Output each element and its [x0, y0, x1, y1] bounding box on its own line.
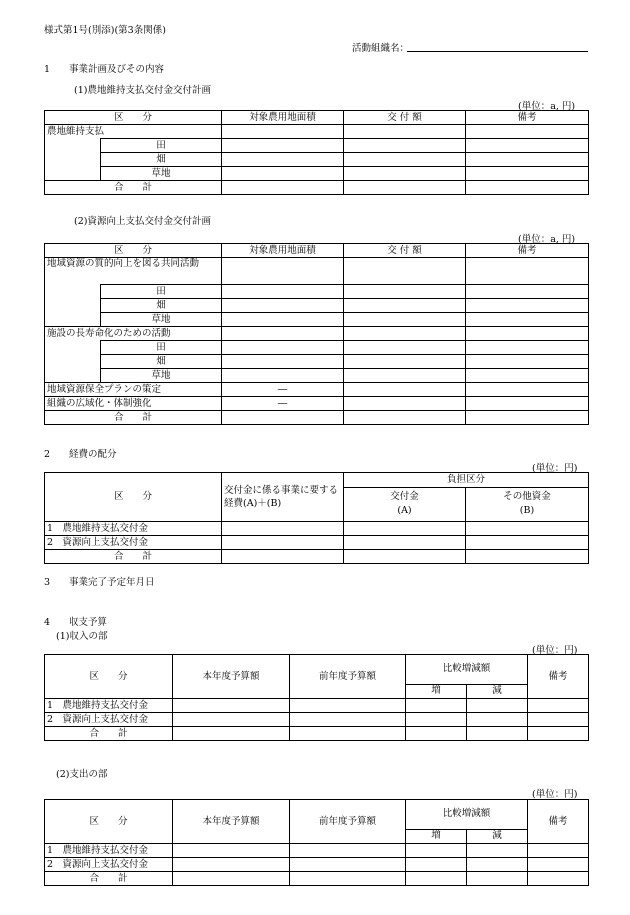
expense-budget-table	[44, 799, 589, 886]
row-conservation-plan: 地域資源保全プランの策定	[45, 383, 222, 397]
row-grassland: 草地	[101, 369, 222, 383]
row-upland-field: 畑	[101, 355, 222, 369]
col-decrease: 減	[467, 684, 528, 698]
col-prev-year: 前年度予算額	[290, 800, 406, 844]
row-total: 合 計	[45, 727, 173, 741]
category-joint-activity: 地域資源の質的向上を図る共同活動	[45, 258, 222, 285]
col-kubun: 区 分	[45, 473, 222, 522]
resource-improvement-table	[44, 243, 589, 425]
row-rice-paddy: 田	[101, 341, 222, 355]
col-increase: 増	[406, 684, 467, 698]
org-name-label: 活動組織名：	[352, 43, 410, 54]
dash-mark: ―	[222, 397, 344, 411]
category-facility-longevity: 施設の長寿命化のための活動	[45, 327, 222, 341]
row-resource-subsidy: 2 資源向上支払交付金	[45, 858, 173, 872]
row-total: 合 計	[45, 411, 222, 425]
col-kubun: 区 分	[45, 800, 173, 844]
col-this-year: 本年度予算額	[173, 800, 290, 844]
row-total: 合 計	[45, 181, 222, 195]
row-resource-subsidy: 2 資源向上支払交付金	[45, 536, 222, 550]
row-upland-field: 畑	[101, 299, 222, 313]
unit-label-4: (単位：円)	[532, 645, 578, 656]
row-grassland: 草地	[101, 167, 222, 181]
section-1-sub2-title: (2)資源向上支払交付金交付計画	[74, 216, 211, 227]
row-farmland-subsidy: 1 農地維持支払交付金	[45, 699, 173, 713]
form-number: 様式第1号(別添)(第3条関係)	[44, 25, 166, 36]
row-resource-subsidy: 2 資源向上支払交付金	[45, 713, 173, 727]
section-3-title: 3 事業完了予定年月日	[44, 577, 155, 588]
category-label: 農地維持支払	[45, 125, 222, 139]
col-area: 対象農用地面積	[222, 244, 344, 258]
col-cost: 交付金に係る事業に要する経費(A)＋(B)	[222, 473, 344, 522]
row-farmland-subsidy: 1 農地維持支払交付金	[45, 844, 173, 858]
dash-mark: ―	[222, 383, 344, 397]
unit-label-3: (単位：円)	[532, 463, 578, 474]
row-total: 合 計	[45, 872, 173, 886]
section-2-title: 2 経費の配分	[44, 449, 117, 460]
section-4-sub1-title: (1)収入の部	[56, 631, 108, 642]
row-upland-field: 畑	[101, 153, 222, 167]
col-other-funds: その他資金 (B)	[466, 487, 589, 521]
row-rice-paddy: 田	[101, 285, 222, 299]
row-total: 合 計	[45, 550, 222, 564]
col-area: 対象農用地面積	[222, 111, 344, 125]
col-note: 備考	[528, 655, 589, 699]
col-note: 備考	[466, 111, 589, 125]
col-increase: 増	[406, 829, 467, 843]
expense-allocation-table	[44, 472, 589, 564]
section-1-sub1-title: (1)農地維持支払交付金交付計画	[74, 85, 211, 96]
section-4-title: 4 収支予算	[44, 617, 108, 628]
col-difference: 比較増減額	[406, 655, 528, 685]
col-amount: 交 付 額	[344, 244, 466, 258]
unit-label-5: (単位：円)	[532, 789, 578, 800]
col-kubun: 区 分	[45, 655, 173, 699]
unit-label-1: (単位：a, 円)	[518, 101, 576, 112]
row-grassland: 草地	[101, 313, 222, 327]
row-farmland-subsidy: 1 農地維持支払交付金	[45, 522, 222, 536]
col-note: 備考	[466, 244, 589, 258]
col-prev-year: 前年度予算額	[290, 655, 406, 699]
section-1-title: 1 事業計画及びその内容	[44, 64, 165, 75]
col-kubun: 区 分	[45, 244, 222, 258]
org-name-field[interactable]	[407, 51, 588, 52]
col-difference: 比較増減額	[406, 800, 528, 830]
col-kubun: 区 分	[45, 111, 222, 125]
row-organization-expansion: 組織の広域化・体制強化	[45, 397, 222, 411]
col-subsidy: 交付金 (A)	[344, 487, 466, 521]
col-note: 備考	[528, 800, 589, 844]
row-rice-paddy: 田	[101, 139, 222, 153]
col-this-year: 本年度予算額	[173, 655, 290, 699]
section-4-sub2-title: (2)支出の部	[56, 769, 108, 780]
col-amount: 交 付 額	[344, 111, 466, 125]
farmland-maintenance-table	[44, 110, 589, 195]
col-decrease: 減	[467, 829, 528, 843]
col-burden: 負担区分	[344, 473, 589, 488]
unit-label-2: (単位：a, 円)	[518, 234, 576, 245]
income-budget-table	[44, 654, 589, 741]
